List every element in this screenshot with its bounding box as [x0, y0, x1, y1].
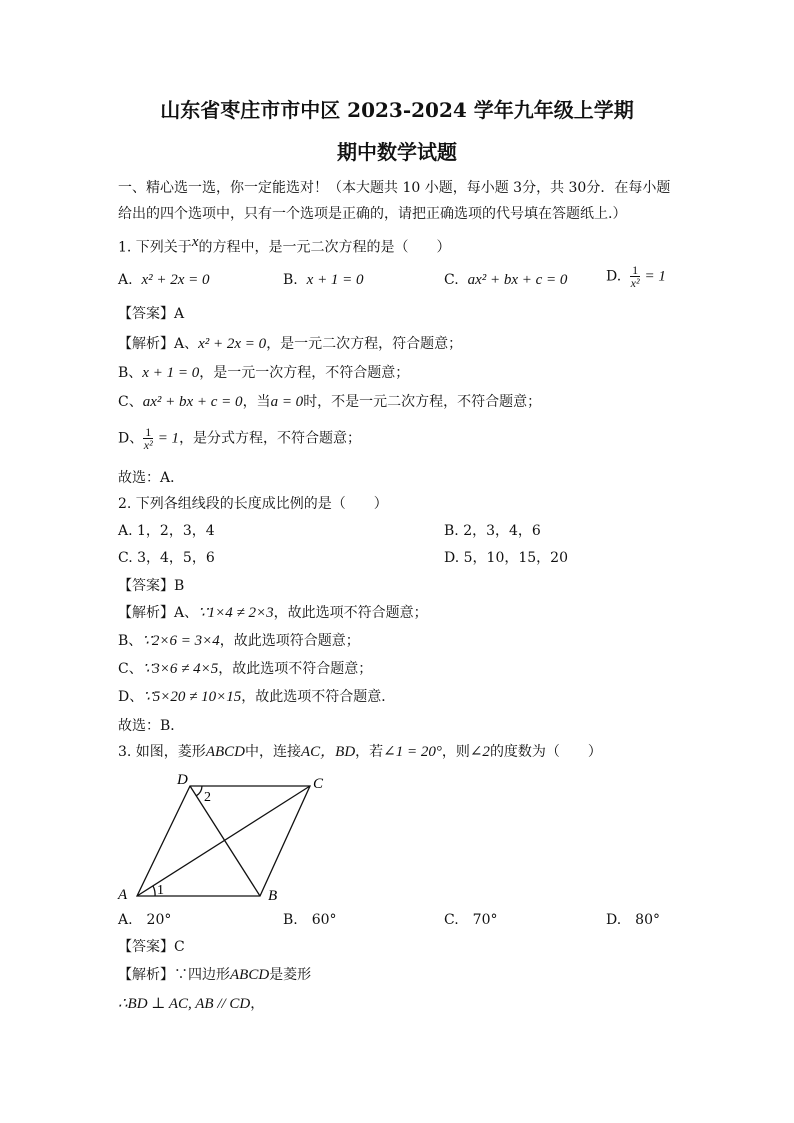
angle-1-label: 1 [157, 883, 164, 898]
q3-exp1-math: ABCD [230, 967, 270, 983]
q1-option-a-math: x² + 2x = 0 [141, 272, 210, 288]
q3-stem-mid2: ，若 [355, 744, 384, 760]
q2-explanation-d [118, 687, 395, 707]
q1-stem [118, 232, 450, 258]
q1-exp-b-math: x + 1 = 0 [142, 365, 200, 381]
q1-exp-c-pre: C、 [118, 394, 143, 410]
q1-exp-d-pre: D、 [118, 430, 144, 447]
q1-explanation-c [118, 392, 541, 412]
q3-explanation-1 [118, 965, 311, 985]
q2-exp-a-pre: 【解析】A、 [118, 605, 199, 621]
q2-exp-c-pre: C、 [118, 661, 143, 677]
q3-option-b: B. 60° [283, 912, 337, 928]
q2-exp-d-post: ，故此选项不符合题意． [241, 689, 396, 705]
q2-exp-b-math: ∵2×6 = 3×4 [142, 633, 220, 649]
q3-stem-pre: 3. 如图，菱形 [118, 744, 206, 760]
q1-exp-a-post: ，是一元二次方程，符合题意； [266, 336, 463, 352]
q3-exp1-post: 是菱形 [269, 967, 312, 983]
q3-option-c: C. 70° [444, 912, 498, 928]
q1-exp-b-pre: B、 [118, 365, 143, 381]
q2-answer: 【答案】B [118, 578, 185, 594]
section-intro-line1: 一、精心选一选，你一定能选对！（本大题共 10 小题，每小题 3分，共 30分．在每小题 [118, 180, 671, 196]
q2-exp-c-math: ∵3×6 ≠ 4×5 [142, 661, 219, 677]
document-subtitle: 期中数学试题 [337, 140, 457, 164]
q3-exp2-post: ， [250, 996, 265, 1012]
q2-option-a: A. 1，2，3，4 [118, 523, 215, 539]
q2-conclusion: 故选：B． [118, 718, 185, 734]
vertex-d-label: D [177, 772, 188, 788]
q3-explanation-2 [118, 994, 264, 1014]
q3-option-a: A. 20° [118, 912, 172, 928]
q1-option-b [283, 270, 364, 290]
q1-exp-a-pre: 【解析】A、 [118, 336, 199, 352]
q1-exp-b-post: ，是一元一次方程，不符合题意； [199, 365, 410, 381]
q2-exp-a-math: ∵1×4 ≠ 2×3 [198, 605, 274, 621]
q1-exp-a-math: x² + 2x = 0 [198, 336, 267, 352]
q1-option-d [606, 264, 666, 289]
q3-exp1-pre: 【解析】∵四边形 [118, 967, 230, 983]
q3-stem-post: 的度数为（ ） [489, 744, 602, 760]
q1-exp-c-math: ax² + bx + c = 0 [142, 394, 243, 410]
q3-stem-m4: ∠2 [469, 744, 490, 760]
q1-option-d-rhs: = 1 [644, 268, 666, 285]
diagonal-bd [190, 786, 260, 896]
q3-stem [118, 742, 602, 762]
q1-stem-pre: 1. 下列关于 [118, 239, 192, 256]
q3-stem-m1: ABCD [205, 744, 245, 760]
q1-exp-c-mid: ，当 [242, 394, 271, 410]
q1-option-c-math: ax² + bx + c = 0 [467, 272, 568, 288]
q1-option-b-math: x + 1 = 0 [306, 272, 364, 288]
q1-option-d-denominator: x² [630, 276, 640, 290]
q1-option-d-label: D. [606, 268, 622, 285]
q3-stem-m3: ∠1 = 20° [383, 744, 442, 760]
vertex-c-label: C [313, 776, 324, 792]
q2-option-b: B. 2，3，4，6 [444, 523, 541, 539]
q1-option-d-numerator: 1 [632, 263, 639, 277]
q1-exp-c-post: 时，不是一元二次方程，不符合题意； [303, 394, 542, 410]
q2-exp-d-math: ∵5×20 ≠ 10×15 [143, 689, 242, 705]
q1-option-a [118, 270, 210, 290]
angle-1-arc [153, 886, 155, 896]
document-title: 山东省枣庄市市中区 2023-2024 学年九年级上学期 [160, 98, 634, 122]
q2-exp-b-post: ，故此选项符合题意； [219, 633, 360, 649]
q1-exp-d-rhs: = 1 [157, 430, 180, 447]
q1-option-c-label: C. [444, 272, 459, 288]
q2-exp-c-post: ，故此选项不符合题意； [218, 661, 373, 677]
q1-stem-var: x [191, 234, 199, 250]
angle-2-label: 2 [204, 790, 211, 805]
vertex-b-label: B [268, 888, 278, 903]
q3-stem-mid3: ，则 [441, 744, 470, 760]
q2-exp-b-pre: B、 [118, 633, 143, 649]
q2-explanation-c [118, 659, 372, 679]
q1-option-a-label: A. [118, 272, 133, 288]
section-intro-line2: 给出的四个选项中，只有一个选项是正确的，请把正确选项的代号填在答题纸上.） [118, 206, 627, 222]
angle-2-arc [196, 786, 202, 796]
vertex-a-label: A [118, 887, 128, 903]
q1-exp-c-math2: a = 0 [270, 394, 304, 410]
q1-answer: 【答案】A [118, 306, 185, 322]
q1-exp-d-post: ，是分式方程，不符合题意； [179, 430, 362, 447]
q1-exp-d-numerator: 1 [145, 425, 152, 439]
q2-explanation-a [118, 603, 428, 623]
q1-explanation-b [118, 363, 409, 383]
q2-exp-a-post: ，故此选项不符合题意； [273, 605, 428, 621]
q2-exp-d-pre: D、 [118, 689, 144, 705]
q3-rhombus-figure [110, 768, 340, 903]
q1-exp-d-fraction [143, 426, 153, 451]
q3-stem-m2: AC，BD [300, 744, 356, 760]
q2-stem: 2. 下列各组线段的长度成比例的是（ ） [118, 496, 388, 512]
q3-exp2-math: ∴BD ⊥ AC, AB // CD [118, 996, 251, 1012]
q1-option-d-fraction [630, 264, 640, 289]
q1-option-c [444, 270, 567, 290]
q2-option-d: D. 5，10，15，20 [444, 550, 568, 566]
q2-explanation-b [118, 631, 360, 651]
q3-stem-mid1: 中，连接 [244, 744, 301, 760]
q1-explanation-a [118, 334, 462, 354]
q3-option-d: D. 80° [606, 912, 660, 928]
q1-explanation-d [118, 426, 361, 451]
q1-stem-post: 的方程中，是一元二次方程的是（ ） [198, 239, 451, 256]
q1-exp-d-denominator: x² [143, 438, 153, 452]
q1-conclusion: 故选：A． [118, 470, 185, 486]
q1-option-b-label: B. [283, 272, 298, 288]
q2-option-c: C. 3，4，5，6 [118, 550, 215, 566]
q3-answer: 【答案】C [118, 939, 185, 955]
